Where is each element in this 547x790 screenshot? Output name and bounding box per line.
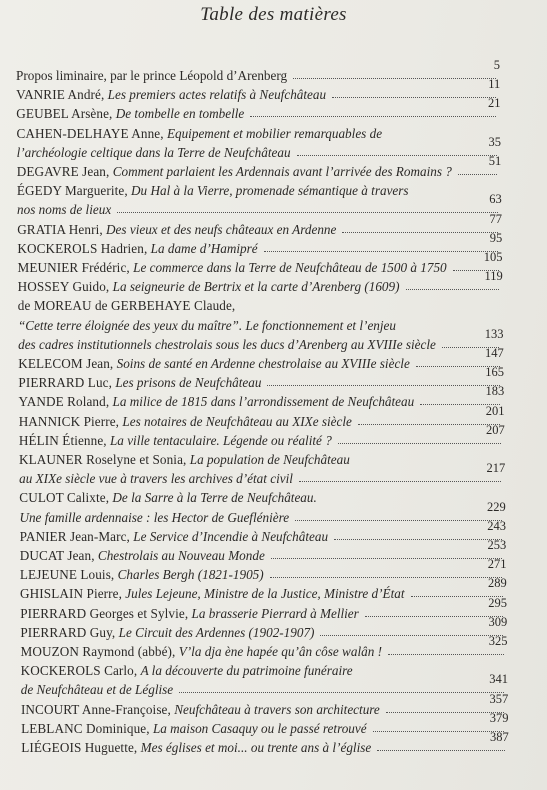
dotted-leader bbox=[377, 749, 505, 751]
toc-entry bbox=[19, 471, 293, 487]
toc-page-number: 183 bbox=[485, 384, 505, 399]
toc-author: HOSSEY Guido, bbox=[17, 279, 110, 295]
toc-title: Du Hal à la Vierre, promenade sémantique à travers bbox=[131, 183, 409, 199]
toc-entry bbox=[20, 529, 328, 545]
toc-entry bbox=[17, 241, 257, 257]
toc-page-number: 387 bbox=[490, 730, 509, 744]
toc-entry bbox=[18, 260, 447, 276]
toc-page-number: 271 bbox=[487, 557, 507, 572]
toc-page-number: 21 bbox=[488, 96, 501, 111]
dotted-leader bbox=[388, 653, 504, 655]
toc-title: La population de Neufchâteau bbox=[189, 452, 350, 467]
toc-title: La seigneurie de Bertrix et la carte d’Arenberg (1609) bbox=[112, 279, 400, 295]
toc-title: Le commerce dans la Terre de Neufchâteau de 1500 à 1750 bbox=[133, 260, 447, 275]
toc-entry bbox=[18, 375, 261, 391]
dotted-leader bbox=[250, 115, 496, 117]
dotted-leader bbox=[458, 173, 497, 175]
toc-entry bbox=[17, 164, 452, 180]
toc-entry bbox=[20, 625, 314, 641]
toc-page-number: 5 bbox=[493, 58, 500, 72]
toc-author: KOCKEROLS Carlo, bbox=[20, 663, 138, 679]
toc-author: ÉGEDY Marguerite, bbox=[16, 183, 128, 199]
toc-entry bbox=[21, 721, 367, 737]
toc-page-number: 95 bbox=[489, 230, 503, 245]
toc-page-number: 51 bbox=[488, 154, 502, 168]
toc-author: PIERRARD Luc, bbox=[18, 375, 113, 391]
toc-author: DEGAVRE Jean, bbox=[16, 164, 110, 179]
toc-entry bbox=[19, 490, 317, 506]
toc-page-number: 309 bbox=[488, 614, 508, 629]
dotted-leader bbox=[264, 250, 499, 252]
toc-author: HÉLIN Étienne, bbox=[18, 432, 107, 448]
toc-page-number: 11 bbox=[488, 77, 501, 92]
toc-page-number: 217 bbox=[486, 461, 506, 476]
toc-entry bbox=[21, 644, 383, 660]
toc-entry bbox=[17, 202, 111, 218]
toc-entry bbox=[20, 586, 404, 602]
toc-entry bbox=[17, 222, 336, 238]
toc-entry bbox=[18, 279, 400, 295]
toc-page-number: 165 bbox=[485, 365, 504, 380]
toc-page-number: 379 bbox=[489, 710, 509, 725]
toc-entry bbox=[16, 87, 326, 103]
toc-entry bbox=[16, 126, 382, 142]
dotted-leader bbox=[117, 211, 498, 213]
dotted-leader bbox=[406, 288, 499, 290]
dotted-leader bbox=[320, 634, 503, 636]
toc-entry bbox=[21, 682, 173, 698]
toc-page-number: 295 bbox=[488, 595, 507, 610]
toc-author: VANRIE André, bbox=[16, 87, 105, 103]
toc-entry bbox=[18, 337, 436, 353]
toc-author: YANDE Roland, bbox=[18, 394, 110, 410]
toc-entry bbox=[19, 433, 332, 449]
toc-author: de MOREAU de GERBEHAYE Claude, bbox=[17, 298, 236, 314]
toc-title: La ville tentaculaire. Légende ou réalité ? bbox=[109, 432, 332, 448]
toc-author: PIERRARD Guy, bbox=[20, 624, 116, 640]
toc-page-number: 341 bbox=[489, 672, 508, 687]
toc-page-number: 325 bbox=[488, 634, 508, 648]
toc-title: nos noms de lieux bbox=[17, 202, 112, 218]
toc-title: La maison Casaquy ou le passé retrouvé bbox=[152, 720, 367, 736]
toc-title: Les notaires de Neufchâteau au XIXe siècle bbox=[122, 413, 352, 429]
toc-author: PANIER Jean-Marc, bbox=[19, 528, 130, 544]
toc-author: CAHEN-DELHAYE Anne, bbox=[16, 125, 164, 141]
toc-entry bbox=[18, 298, 236, 314]
toc-title: La dame d’Hamipré bbox=[150, 240, 258, 256]
dotted-leader bbox=[293, 77, 496, 79]
dotted-leader bbox=[299, 480, 501, 482]
toc-title: Charles Bergh (1821-1905) bbox=[117, 567, 264, 583]
toc-author: DUCAT Jean, bbox=[19, 548, 95, 563]
toc-page-number: 289 bbox=[488, 576, 507, 591]
toc-author: HANNICK Pierre, bbox=[18, 413, 120, 429]
toc-page-number: 357 bbox=[489, 691, 509, 706]
toc-title: des cadres institutionnels chestrolais sous les ducs d’Arenberg au XVIIIe siècle bbox=[18, 336, 436, 352]
dotted-leader bbox=[267, 384, 500, 386]
toc-entry bbox=[20, 548, 265, 564]
toc-entry bbox=[18, 318, 396, 334]
dotted-leader bbox=[297, 154, 497, 156]
toc-title: Chestrolais au Nouveau Monde bbox=[97, 548, 265, 563]
toc-title: De la Sarre à la Terre de Neufchâteau. bbox=[112, 490, 317, 506]
toc-page-number: 201 bbox=[485, 403, 505, 418]
toc-entry bbox=[17, 183, 409, 199]
toc-entry bbox=[19, 452, 350, 468]
toc-title: A la découverte du patrimoine funéraire bbox=[140, 663, 353, 679]
toc-page-number: 243 bbox=[487, 518, 506, 533]
toc-entry bbox=[18, 356, 410, 372]
toc-entry bbox=[16, 68, 287, 84]
toc-author: GRATIA Henri, bbox=[17, 221, 103, 237]
toc-title: Le Service d’Incendie à Neufchâteau bbox=[133, 528, 329, 544]
toc-title: Les prisons de Neufchâteau bbox=[115, 375, 262, 391]
toc-author: GEUBEL Arsène, bbox=[16, 106, 113, 122]
toc-author: KLAUNER Roselyne et Sonia, bbox=[19, 452, 187, 467]
toc-author: KOCKEROLS Hadrien, bbox=[17, 240, 148, 256]
toc-author: LEJEUNE Louis, bbox=[19, 567, 115, 583]
toc-entry bbox=[21, 702, 380, 718]
toc-entry bbox=[19, 414, 352, 430]
toc-page-number: 119 bbox=[484, 269, 503, 284]
toc-title: La milice de 1815 dans l’arrondissement de Neufchâteau bbox=[112, 394, 415, 410]
page-title: Table des matières bbox=[200, 4, 347, 25]
toc-page-number: 133 bbox=[484, 326, 504, 341]
toc-title: Le Circuit des Ardennes (1902-1907) bbox=[118, 624, 315, 640]
toc-page-number: 77 bbox=[489, 211, 502, 226]
toc-entry bbox=[20, 567, 264, 583]
toc-author: MEUNIER Frédéric, bbox=[17, 260, 130, 275]
toc-title: Soins de santé en Ardenne chestrolaise au XVIIIe siècle bbox=[116, 356, 410, 371]
toc-page-number: 229 bbox=[487, 499, 506, 514]
toc-title: Neufchâteau à travers son architecture bbox=[174, 701, 380, 717]
toc-title: Jules Lejeune, Ministre de la Justice, Ministre d’État bbox=[125, 586, 405, 602]
toc-title: Propos liminaire, par le prince Léopold d’Arenberg bbox=[16, 68, 288, 83]
toc-author: GHISLAIN Pierre, bbox=[20, 586, 122, 602]
dotted-leader bbox=[271, 557, 502, 559]
toc-title: V’la dja ène hapée qu’ân côse walân ! bbox=[178, 644, 382, 659]
toc-title: De tombelle en tombelle bbox=[115, 106, 245, 122]
toc-title: Comment parlaient les Ardennais avant l’arrivée des Romains ? bbox=[112, 164, 452, 179]
toc-entry bbox=[21, 663, 353, 679]
toc-author: CULOT Calixte, bbox=[19, 490, 110, 506]
toc-page-number: 253 bbox=[487, 538, 507, 552]
toc-title: l’archéologie celtique dans la Terre de Neufchâteau bbox=[16, 144, 291, 160]
toc-page-number: 147 bbox=[485, 346, 504, 360]
toc-page-number: 63 bbox=[489, 192, 502, 207]
toc-title: Les premiers actes relatifs à Neufchâteau bbox=[107, 87, 327, 103]
toc-title: Equipement et mobilier remarquables de bbox=[166, 125, 383, 141]
toc-title: Une famille ardennaise : les Hector de Gueflénière bbox=[19, 509, 290, 525]
toc-title: “Cette terre éloignée des yeux du maître”. Le fonctionnement et l’enjeu bbox=[17, 317, 396, 333]
toc-page-number: 35 bbox=[488, 134, 501, 149]
toc-entry bbox=[20, 606, 359, 622]
toc-title: Des vieux et des neufs châteaux en Ardenne bbox=[106, 221, 337, 237]
toc-title: La brasserie Pierrard à Mellier bbox=[191, 605, 359, 621]
toc-author: KELECOM Jean, bbox=[18, 356, 114, 371]
dotted-leader bbox=[295, 519, 502, 521]
toc-author: LEBLANC Dominique, bbox=[21, 720, 150, 736]
dotted-leader bbox=[179, 691, 504, 693]
toc-author: MOUZON Raymond (abbé), bbox=[20, 644, 176, 659]
dotted-leader bbox=[338, 442, 501, 444]
toc-page-number: 207 bbox=[486, 422, 505, 437]
toc-entry bbox=[17, 145, 291, 161]
toc-entry bbox=[21, 740, 371, 756]
toc-entry bbox=[19, 510, 289, 526]
toc-title: Mes églises et moi... ou trente ans à l’église bbox=[140, 740, 372, 755]
dotted-leader bbox=[270, 576, 503, 578]
toc-title: de Neufchâteau et de Léglise bbox=[20, 682, 174, 698]
toc-author: INCOURT Anne-Françoise, bbox=[20, 701, 171, 717]
toc-author: LIÉGEOIS Huguette, bbox=[21, 740, 138, 755]
toc-entry bbox=[16, 106, 244, 122]
toc-entry bbox=[19, 394, 415, 410]
toc-title: au XIXe siècle vue à travers les archives d’état civil bbox=[19, 471, 293, 487]
toc-author: PIERRARD Georges et Sylvie, bbox=[20, 605, 189, 621]
toc-page-number: 105 bbox=[483, 250, 503, 264]
